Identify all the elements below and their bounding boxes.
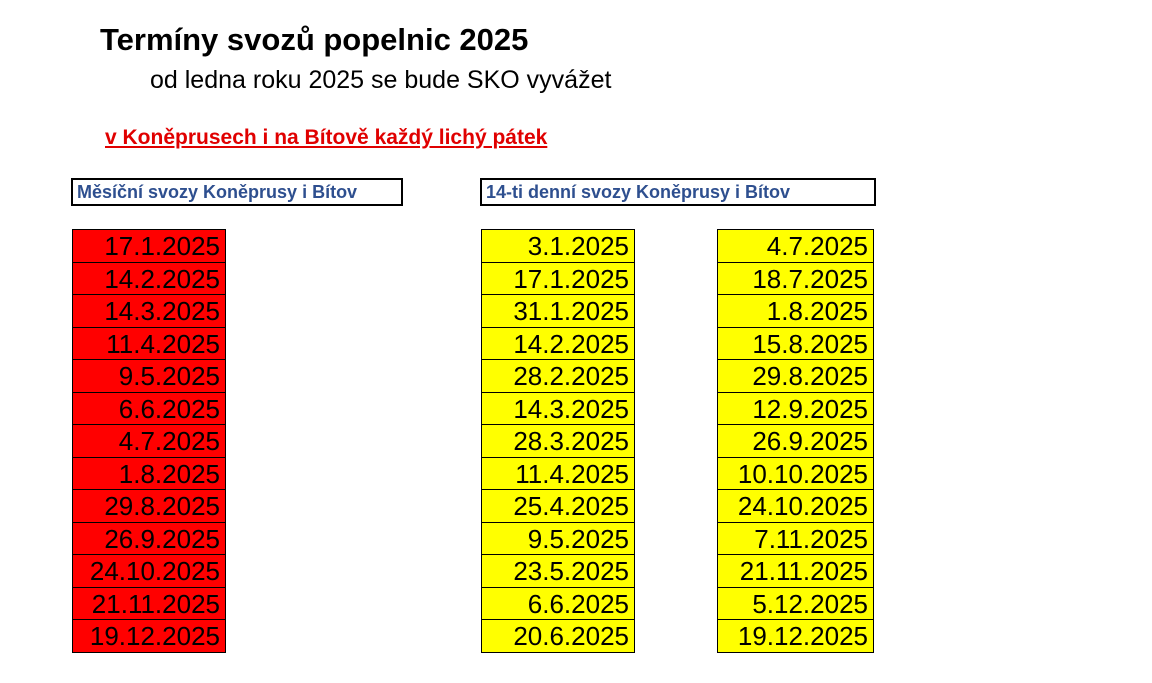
monthly-dates-column [72,229,226,653]
date-cell: 20.6.2025 [482,620,634,653]
date-cell: 23.5.2025 [482,555,634,588]
date-cell: 5.12.2025 [718,588,873,621]
date-cell: 1.8.2025 [73,458,225,491]
date-cell: 21.11.2025 [73,588,225,621]
biweekly-dates-column-2 [717,229,874,653]
date-cell: 29.8.2025 [718,360,873,393]
date-cell: 21.11.2025 [718,555,873,588]
date-cell: 11.4.2025 [482,458,634,491]
date-cell: 25.4.2025 [482,490,634,523]
date-cell: 4.7.2025 [73,425,225,458]
date-cell: 24.10.2025 [718,490,873,523]
date-cell: 15.8.2025 [718,328,873,361]
date-cell: 26.9.2025 [73,523,225,556]
date-cell: 1.8.2025 [718,295,873,328]
date-cell: 4.7.2025 [718,230,873,263]
date-cell: 28.2.2025 [482,360,634,393]
date-cell: 9.5.2025 [73,360,225,393]
date-cell: 9.5.2025 [482,523,634,556]
collection-note: v Koněprusech i na Bítově každý lichý pátek [105,126,548,149]
date-cell: 24.10.2025 [73,555,225,588]
date-cell: 17.1.2025 [482,263,634,296]
date-cell: 31.1.2025 [482,295,634,328]
page-title: Termíny svozů popelnic 2025 [100,22,529,57]
biweekly-header: 14-ti denní svozy Koněprusy i Bítov [480,178,876,206]
biweekly-dates-column-1 [481,229,635,653]
date-cell: 11.4.2025 [73,328,225,361]
date-cell: 6.6.2025 [482,588,634,621]
date-cell: 12.9.2025 [718,393,873,426]
date-cell: 14.3.2025 [73,295,225,328]
date-cell: 29.8.2025 [73,490,225,523]
date-cell: 17.1.2025 [73,230,225,263]
date-cell: 18.7.2025 [718,263,873,296]
date-cell: 7.11.2025 [718,523,873,556]
date-cell: 3.1.2025 [482,230,634,263]
date-cell: 10.10.2025 [718,458,873,491]
date-cell: 6.6.2025 [73,393,225,426]
date-cell: 14.2.2025 [482,328,634,361]
date-cell: 14.3.2025 [482,393,634,426]
date-cell: 19.12.2025 [718,620,873,653]
date-cell: 14.2.2025 [73,263,225,296]
date-cell: 26.9.2025 [718,425,873,458]
monthly-header: Měsíční svozy Koněprusy i Bítov [71,178,403,206]
date-cell: 19.12.2025 [73,620,225,653]
date-cell: 28.3.2025 [482,425,634,458]
subtitle: od ledna roku 2025 se bude SKO vyvážet [150,66,612,94]
